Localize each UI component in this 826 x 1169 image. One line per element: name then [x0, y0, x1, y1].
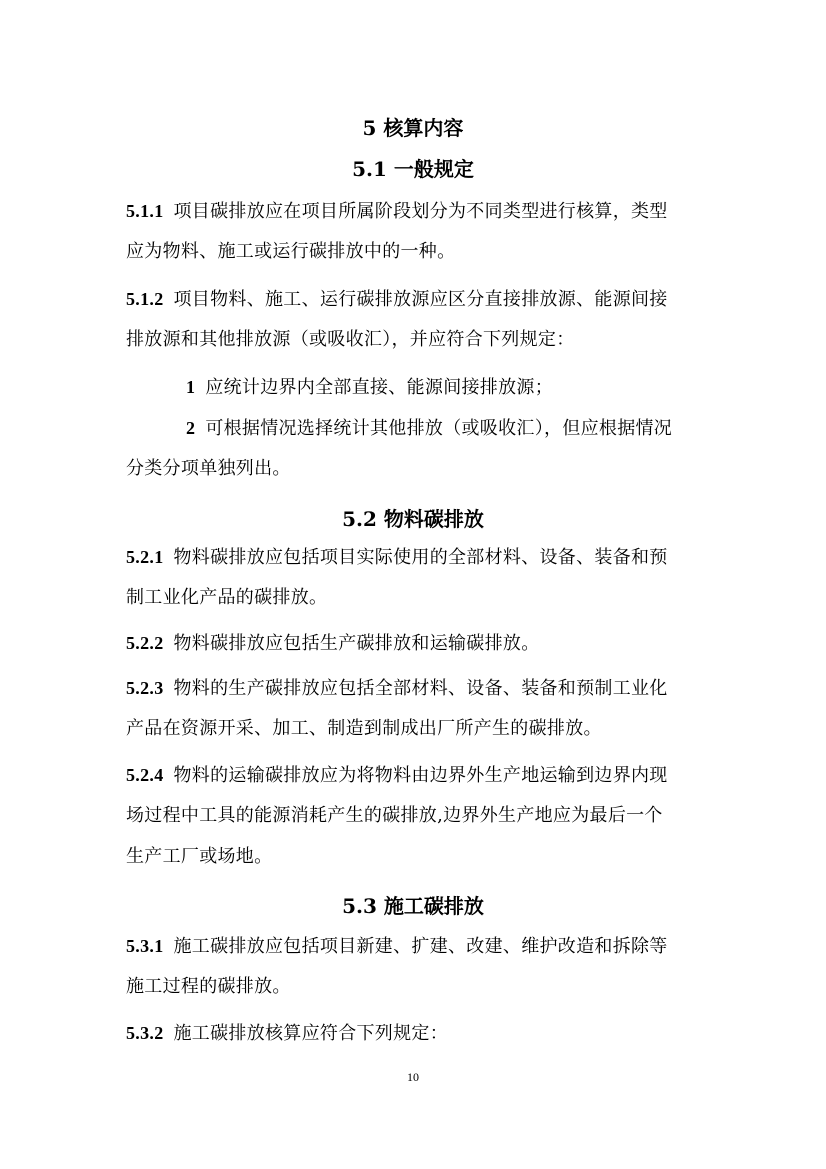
list-item-number: 1	[186, 377, 196, 397]
clause-5-1-1-line1	[126, 200, 668, 223]
clause-number: 5.1.2	[126, 289, 164, 309]
clause-text: 施工碳排放应包括项目新建、扩建、改建、维护改造和拆除等	[173, 936, 668, 957]
clause-5-2-3-line2: 产品在资源开采、加工、制造到制成出厂所产生的碳排放。	[126, 718, 602, 739]
clause-5-2-4-line1	[126, 764, 668, 787]
list-item-text: 可根据情况选择统计其他排放（或吸收汇），但应根据情况	[205, 418, 673, 439]
clause-5-2-4-line3: 生产工厂或场地。	[126, 846, 273, 867]
clause-number: 5.1.1	[126, 201, 164, 221]
chapter-heading: 5 核算内容	[362, 116, 464, 140]
clause-number: 5.2.4	[126, 765, 164, 785]
list-item-2-line2: 分类分项单独列出。	[126, 458, 291, 479]
section-heading-5-1: 5.1 一般规定	[352, 157, 474, 181]
list-item-2-line1	[186, 417, 672, 440]
clause-5-2-1-line1	[126, 546, 668, 569]
clause-number: 5.2.1	[126, 547, 164, 567]
clause-text: 项目物料、施工、运行碳排放源应区分直接排放源、能源间接	[173, 289, 668, 310]
clause-5-2-2-line1	[126, 632, 540, 655]
clause-number: 5.2.2	[126, 633, 164, 653]
clause-5-2-4-line2: 场过程中工具的能源消耗产生的碳排放,边界外生产地应为最后一个	[126, 805, 663, 826]
clause-5-3-2-line1	[126, 1022, 448, 1045]
clause-number: 5.3.2	[126, 1023, 164, 1043]
clause-5-3-1-line1	[126, 935, 668, 958]
clause-text: 物料碳排放应包括项目实际使用的全部材料、设备、装备和预	[173, 547, 668, 568]
clause-5-1-2-line1	[126, 288, 668, 311]
clause-text: 物料碳排放应包括生产碳排放和运输碳排放。	[173, 633, 540, 654]
list-item-text: 应统计边界内全部直接、能源间接排放源；	[205, 377, 554, 398]
list-item-1	[186, 376, 553, 399]
clause-5-1-1-line2: 应为物料、施工或运行碳排放中的一种。	[126, 241, 456, 262]
clause-text: 施工碳排放核算应符合下列规定：	[173, 1023, 448, 1044]
clause-number: 5.3.1	[126, 936, 164, 956]
clause-text: 项目碳排放应在项目所属阶段划分为不同类型进行核算，类型	[173, 201, 668, 222]
clause-5-3-1-line2: 施工过程的碳排放。	[126, 976, 291, 997]
clause-text: 物料的运输碳排放应为将物料由边界外生产地运输到边界内现	[173, 765, 668, 786]
clause-5-1-2-line2: 排放源和其他排放源（或吸收汇），并应符合下列规定：	[126, 329, 575, 350]
clause-5-2-3-line1	[126, 677, 668, 700]
list-item-number: 2	[186, 418, 196, 438]
section-heading-5-3: 5.3 施工碳排放	[342, 894, 484, 918]
section-heading-5-2: 5.2 物料碳排放	[342, 507, 484, 531]
page-number: 10	[407, 1070, 419, 1084]
clause-text: 物料的生产碳排放应包括全部材料、设备、装备和预制工业化	[173, 678, 668, 699]
clause-number: 5.2.3	[126, 678, 164, 698]
clause-5-2-1-line2: 制工业化产品的碳排放。	[126, 587, 328, 608]
